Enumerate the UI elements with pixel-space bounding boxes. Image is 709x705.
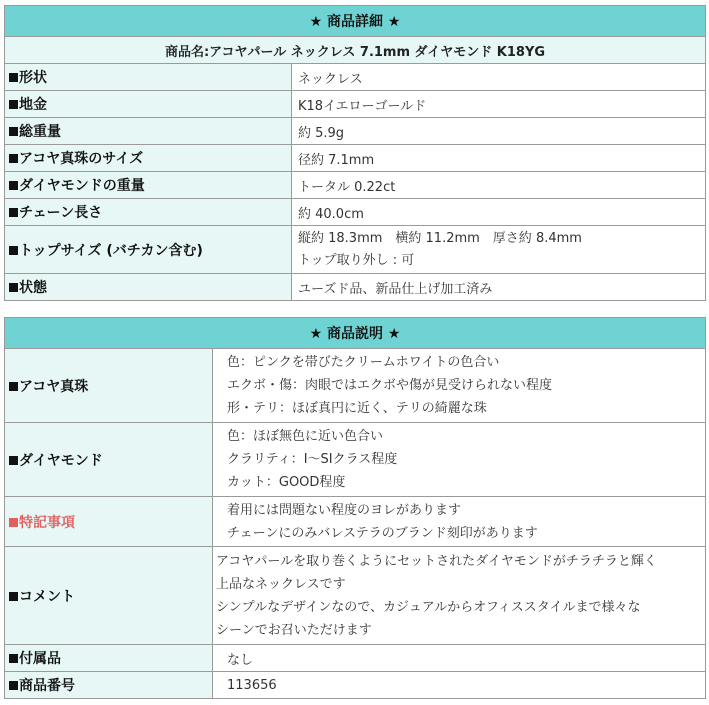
detail-label-diamond-weight: ダイヤモンドの重量	[5, 172, 292, 199]
square-bullet-icon	[9, 127, 18, 136]
detail-label-metal: 地金	[5, 91, 292, 118]
detail-label-pearl-size: アコヤ真珠のサイズ	[5, 145, 292, 172]
detail-label-chain-length: チェーン長さ	[5, 199, 292, 226]
detail-label-condition: 状態	[5, 274, 292, 301]
desc-label-diamond: ダイヤモンド	[5, 423, 213, 497]
detail-value-shape: ネックレス	[292, 64, 706, 91]
desc-label-product-number: 商品番号	[5, 672, 213, 699]
detail-value-metal: K18イエローゴールド	[292, 91, 706, 118]
details-table	[4, 5, 706, 301]
detail-value-pearl-size: 径約 7.1mm	[292, 145, 706, 172]
description-table	[4, 317, 706, 699]
square-bullet-icon	[9, 208, 18, 217]
desc-label-notes: 特記事項	[5, 497, 213, 547]
square-bullet-icon	[9, 181, 18, 190]
square-bullet-icon	[9, 456, 18, 465]
square-bullet-icon	[9, 246, 18, 255]
detail-label-shape: 形状	[5, 64, 292, 91]
details-header: ★ 商品詳細 ★	[5, 6, 706, 37]
desc-value-accessories: なし	[213, 645, 706, 672]
product-name: アコヤパール ネックレス 7.1mm ダイヤモンド K18YG	[209, 44, 546, 60]
detail-value-weight: 約 5.9g	[292, 118, 706, 145]
square-bullet-icon	[9, 518, 18, 527]
description-header: ★ 商品説明 ★	[5, 318, 706, 349]
desc-value-comment: アコヤパールを取り巻くようにセットされたダイヤモンドがチラチラと輝く 上品なネックレスです シンプルなデザインなので、カジュアルからオフィススタイルまで様々な シーンでお召いただけます	[213, 547, 706, 645]
square-bullet-icon	[9, 283, 18, 292]
desc-value-diamond: 色：ほぼ無色に近い色合い クラリティ：I～SIクラス程度 カット：GOOD程度	[213, 423, 706, 497]
detail-label-top-size: トップサイズ (バチカン含む)	[5, 226, 292, 274]
square-bullet-icon	[9, 382, 18, 391]
desc-label-pearl: アコヤ真珠	[5, 349, 213, 423]
square-bullet-icon	[9, 654, 18, 663]
product-name-label: 商品名:	[164, 44, 210, 60]
detail-value-condition: ユーズド品、新品仕上げ加工済み	[292, 274, 706, 301]
square-bullet-icon	[9, 154, 18, 163]
desc-label-comment: コメント	[5, 547, 213, 645]
detail-value-diamond-weight: トータル 0.22ct	[292, 172, 706, 199]
square-bullet-icon	[9, 73, 18, 82]
detail-label-weight: 総重量	[5, 118, 292, 145]
square-bullet-icon	[9, 592, 18, 601]
desc-value-pearl: 色：ピンクを帯びたクリームホワイトの色合い エクボ・傷：肉眼ではエクボや傷が見受けられない程度 形・テリ：ほぼ真円に近く、テリの綺麗な珠	[213, 349, 706, 423]
desc-label-accessories: 付属品	[5, 645, 213, 672]
detail-value-chain-length: 約 40.0cm	[292, 199, 706, 226]
product-name-row	[5, 37, 706, 64]
square-bullet-icon	[9, 681, 18, 690]
detail-value-top-size: 縦約 18.3mm 横約 11.2mm 厚さ約 8.4mm トップ取り外し : 可	[292, 226, 706, 274]
desc-value-notes: 着用には問題ない程度のヨレがあります チェーンにのみバレステラのブランド刻印があります	[213, 497, 706, 547]
square-bullet-icon	[9, 100, 18, 109]
desc-value-product-number: 113656	[213, 672, 706, 699]
